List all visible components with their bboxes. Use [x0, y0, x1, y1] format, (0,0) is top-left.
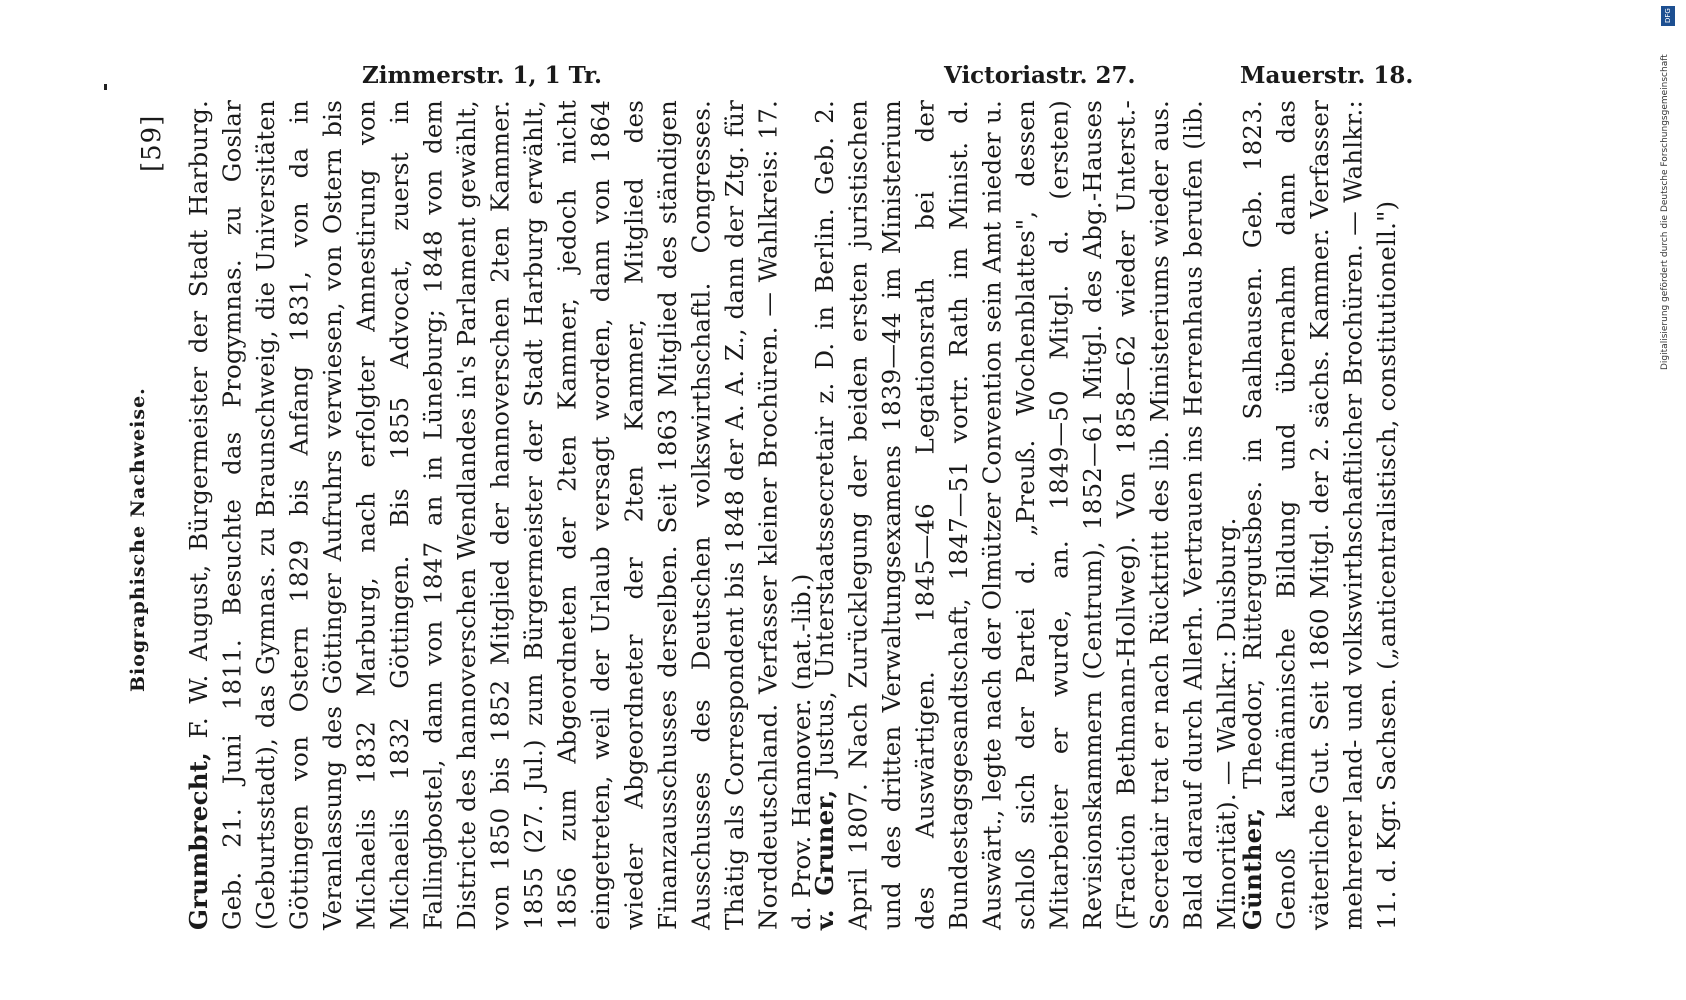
margin-mark: [104, 84, 107, 90]
address-gruner: Victoriastr. 27.: [944, 62, 1136, 89]
running-head: Biographische Nachweise.: [127, 387, 149, 693]
entry-name: Günther,: [1238, 807, 1267, 930]
entry-name: v. Gruner,: [810, 789, 839, 930]
entry-text: Justus, Unterstaatssecretair z. D. in Berlin. Geb. 2. April 1807. Nach Zurücklegung der beiden ersten juristischen und des dritten Verwaltungsexamens 1839—44 im Ministerium des Auswärtigen. 1845—46 Legationsrath bei der Bundestagsgesandtschaft, 1847—51 vortr. Rath im Minist. d. Auswärt., legte nach der Olmützer Convention sein Amt nieder u. schloß sich der Partei d. „Preuß. Wochenblattes", dessen Mitarbeiter er wurde, an. 1849—50 Mitgl. d. (ersten) Revisionskammern (Centrum), 1852—61 Mitgl. des Abg.-Hauses (Fraction Bethmann-Hollweg). Von 1858—62 wieder Unterst.-Secretair trat er nach Rücktritt des lib. Ministeriums wieder aus. Bald darauf durch Allerh. Vertrauen ins Herrenhaus berufen (lib. Minorität). — Wahlkr.: Duisburg.: [810, 100, 1241, 930]
entry-text: F. W. August, Bürgermeister der Stadt Harburg. Geb. 21. Juni 1811. Besuchte das Progymnas. zu Goslar (Geburtsstadt), das Gymnas. zu Braunschweig, die Universitäten Göttingen von Ostern 1829 bis Anfang 1831, von da in Veranlassung des Göttinger Aufruhrs verwiesen, von Ostern bis Michaelis 1832 Marburg, nach erfolgter Amnestirung von Michaelis 1832 Göttingen. Bis 1855 Advocat, zuerst in Fallingbostel, dann von 1847 an in Lüneburg; 1848 von dem Districte des hannoverschen Wendlandes in's Parlament gewählt, von 1850 bis 1852 Mitglied der hannoverschen 2ten Kammer. 1855 (27. Jul.) zum Bürgermeister der Stadt Harburg erwählt, 1856 zum Abgeordneten der 2ten Kammer, jedoch nicht eingetreten, weil der Urlaub versagt worden, dann von 1864 wieder Abgeordneter der 2ten Kammer, Mitglied des Finanzausschusses derselben. Seit 1863 Mitglied des ständigen Ausschusses des Deutschen volkswirthschaftl. Congresses. Thätig als Correspondent bis 1848 der A. A. Z., dann der Ztg. für Norddeutschland. Verfasser kleiner Brochüren. — Wahlkreis: 17. d. Prov. Hannover. (nat.-lib.): [184, 100, 816, 930]
entry-gruner: [808, 100, 1241, 930]
dfg-logo: DFG: [1661, 6, 1675, 26]
entry-guenther: [1236, 100, 1426, 930]
address-guenther: Mauerstr. 18.: [1240, 62, 1414, 89]
address-grumbrecht: Zimmerstr. 1, 1 Tr.: [362, 62, 603, 89]
entry-text: Theodor, Rittergutsbes. in Saalhausen. Geb. 1823. Genoß kaufmännische Bildung und übernahm dann das väterliche Gut. Seit 1860 Mitgl. der 2. sächs. Kammer. Verfasser mehrerer land- und volkswirthschaftlicher Brochüren. — Wahlkr.: 11. d. Kgr. Sachsen. („anticentralistisch, constitutionell."): [1238, 100, 1401, 930]
digitization-credit: Digitalisierung gefördert durch die Deutsche Forschungsgemeinschaft: [1660, 54, 1670, 370]
entry-grumbrecht: [182, 100, 816, 930]
entry-name: Grumbrecht,: [184, 752, 213, 930]
page-number: [59]: [137, 114, 167, 172]
